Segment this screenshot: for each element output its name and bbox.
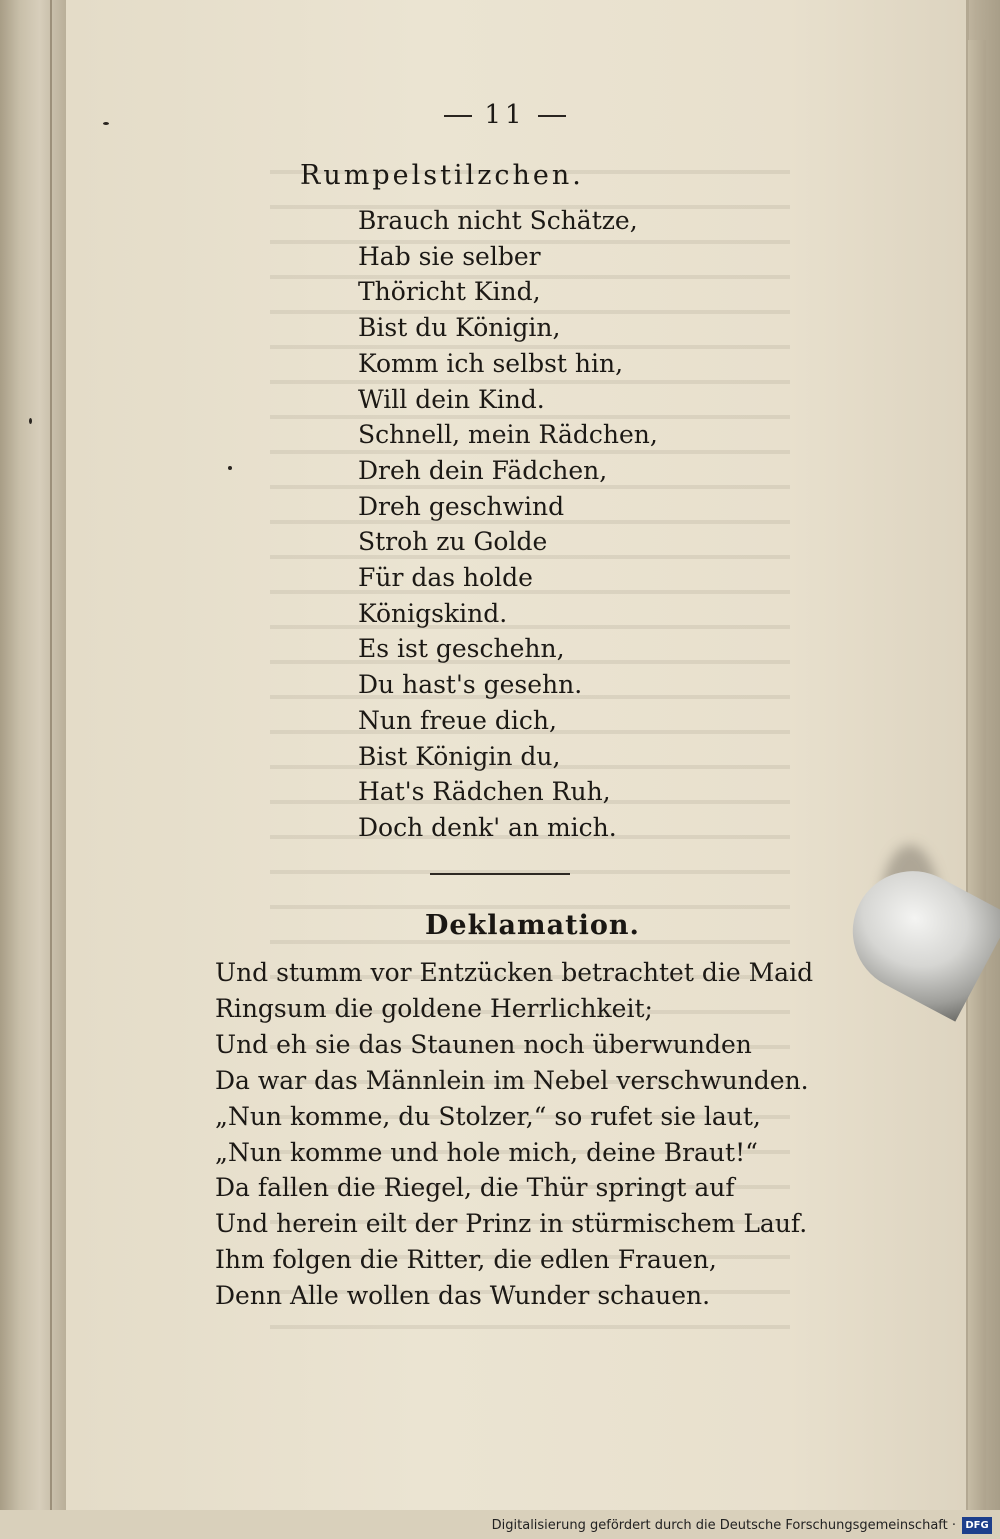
verse-line: „Nun komme, du Stolzer,“ so rufet sie laut, bbox=[215, 1101, 761, 1131]
poem-line: Thöricht Kind, bbox=[358, 277, 541, 307]
footer-credit: Digitalisierung gefördert durch die Deutsche Forschungsgemeinschaft · bbox=[491, 1518, 956, 1533]
page-number-value: 11 bbox=[484, 100, 526, 130]
section-separator bbox=[430, 873, 570, 875]
poem-line: Doch denk' an mich. bbox=[358, 812, 617, 842]
poem-line: Hat's Rädchen Ruh, bbox=[358, 777, 611, 807]
poem-line: Hab sie selber bbox=[358, 241, 541, 271]
speck bbox=[29, 418, 32, 424]
verse-line: Ihm folgen die Ritter, die edlen Frauen, bbox=[215, 1245, 717, 1275]
speck bbox=[228, 466, 232, 470]
poem-line: Dreh geschwind bbox=[358, 491, 565, 521]
speck bbox=[103, 122, 109, 125]
section-title: Deklamation. bbox=[425, 910, 640, 941]
verse-line: Denn Alle wollen das Wunder schauen. bbox=[215, 1281, 711, 1311]
verse-line: Und herein eilt der Prinz in stürmischem Lauf. bbox=[215, 1209, 808, 1239]
poem-line: Nun freue dich, bbox=[358, 705, 557, 735]
dfg-logo: DFG bbox=[962, 1517, 992, 1534]
poem-line: Es ist geschehn, bbox=[358, 634, 565, 664]
poem-line: Brauch nicht Schätze, bbox=[358, 206, 638, 235]
page-edge bbox=[968, 40, 986, 1510]
poem-line: Königskind. bbox=[358, 598, 508, 628]
verse-line: Und stumm vor Entzücken betrachtet die Maid bbox=[215, 958, 814, 987]
verse-line: Da war das Männlein im Nebel verschwunden. bbox=[215, 1065, 809, 1095]
poem-line: Dreh dein Fädchen, bbox=[358, 455, 608, 485]
verse-line: Da fallen die Riegel, die Thür springt auf bbox=[215, 1173, 735, 1203]
poem-line: Bist Königin du, bbox=[358, 741, 561, 771]
poem-title: Rumpelstilzchen. bbox=[300, 160, 584, 191]
book-spine bbox=[0, 0, 66, 1539]
declamation-lines bbox=[215, 955, 813, 1314]
poem-line: Will dein Kind. bbox=[358, 384, 545, 414]
verse-line: Und eh sie das Staunen noch überwunden bbox=[215, 1029, 752, 1059]
poem-lines bbox=[358, 203, 658, 846]
dash-left bbox=[444, 115, 472, 117]
verse-line: „Nun komme und hole mich, deine Braut!“ bbox=[215, 1137, 758, 1167]
poem-line: Für das holde bbox=[358, 563, 533, 593]
page-number bbox=[430, 100, 580, 130]
poem-line: Schnell, mein Rädchen, bbox=[358, 420, 658, 450]
verse-line: Ringsum die goldene Herrlichkeit; bbox=[215, 993, 653, 1023]
poem-line: Bist du Königin, bbox=[358, 313, 561, 343]
spine-edge bbox=[50, 0, 52, 1539]
poem-line: Komm ich selbst hin, bbox=[358, 348, 624, 378]
poem-line: Stroh zu Golde bbox=[358, 527, 548, 557]
dash-right bbox=[538, 115, 566, 117]
poem-line: Du hast's gesehn. bbox=[358, 670, 583, 700]
